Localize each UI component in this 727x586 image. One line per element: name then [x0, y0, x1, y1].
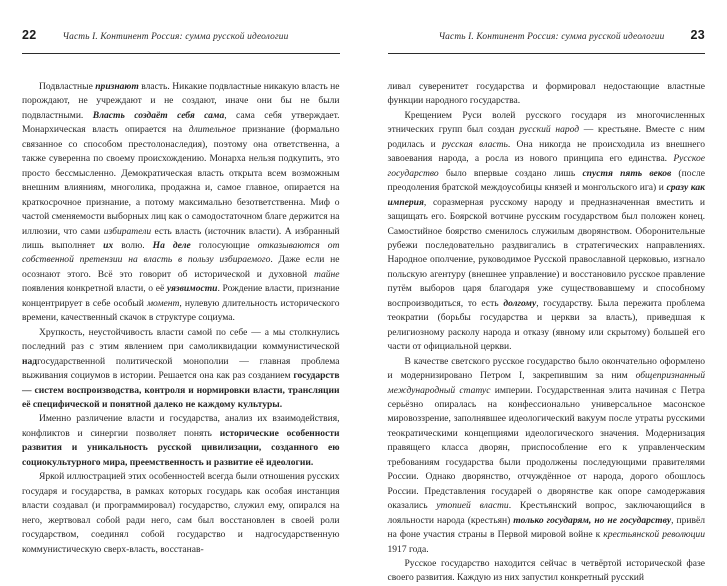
text-run: — крестьяне. Вместе с ним родилась и — [388, 124, 705, 149]
emphasis-bold: исторические особенности развития и уникальность русской цивилизации, созданного ею социокультурного мира, преемственность и развитие её идеологии. — [22, 428, 340, 468]
running-head-title-left: Часть I. Континент Россия: сумма русской идеологии — [63, 32, 289, 42]
emphasis-italic: русский народ — [519, 124, 579, 135]
text-run: власть. Никакие подвластные никакую власть не порождают, не учреждают и не создают, иначе они бы не были подвластными. — [22, 81, 340, 121]
text-run: , привёл на фоне участия страны в Первой мировой войне к — [388, 515, 706, 540]
body-text-left — [22, 80, 340, 557]
emphasis-italic: отказываются от собственной претензии на власть в пользу избираемого — [22, 240, 339, 265]
paragraph — [22, 80, 340, 326]
body-text-right — [388, 80, 706, 586]
emphasis-bold: государств — систем воспроизводства, контроля и нормировки власти, трансляции её специфической и понятной далеко не каждому культуры. — [22, 370, 340, 410]
page-number-right: 23 — [690, 28, 705, 42]
text-run: . Она никогда не происходила из внешнего завоевания народа, а росла из нового принципа его единства. — [388, 139, 706, 164]
emphasis-italic: избиратели — [104, 226, 151, 237]
emphasis-italic: тайне — [314, 269, 340, 280]
paragraph — [388, 80, 706, 109]
paragraph — [388, 355, 706, 557]
text-run: , государству. Была пережита проблема теократии (борьбы государства и церкви за власть), приведшая к религиозному расколу народа и отказу (явному или скрытому) большей его части от официальной церкви. — [388, 298, 706, 352]
text-run: было впервые создано лишь — [439, 168, 583, 179]
text-run: Подвластные — [39, 81, 95, 92]
emphasis-italic: длительное — [189, 124, 236, 135]
text-run: 1917 года. — [388, 544, 429, 555]
paragraph — [388, 557, 706, 586]
paragraph — [22, 326, 340, 413]
text-run: (после преодоления братской междоусобицы князей и монгольского ига) и — [388, 168, 705, 193]
emphasis-bold-italic: спустя пять веков — [582, 168, 671, 179]
text-run: Именно различение власти и государства, анализ их взаимодействия, конфликтов и синергии позволяет понять — [22, 413, 340, 438]
paragraph — [22, 470, 340, 557]
page-right — [364, 0, 727, 540]
text-run: Крещением Руси волей русского государя из многочисленных этнических групп был создан — [388, 110, 706, 135]
emphasis-bold: над — [22, 356, 37, 367]
text-run: Яркой иллюстрацией этих особенностей всегда были отношения русских государя и государства, в рамках которых государь как особая инстанция власти создавал (и программировал) государство, служил ему, опирался на него, жертвовал собой ради него, сам был восстановлен в своей роли государством, соединял собой государство и надгосударственную коммунистическую сверх-власть, восстанав- — [22, 471, 340, 554]
text-run: , соразмерная русскому народу и предназначенная вместить и защищать его. Боярской вотчине русским государством был положен конец. Самостийное боярство сменилось служилым дворянством. Оборонительные рубежи последовательно раздвигались в стратегических направлениях. Народное ополчение, руководимое Русской православной церковью, изгнало польскую агентуру (внешнее управление) и восстановило русское правление путём выборов царя благодаря уже существовавшему и способному воспроизводиться, то есть — [388, 197, 706, 309]
emphasis-bold-italic: Власть создаёт себя сама — [93, 110, 225, 121]
text-run: . Крестьянский вопрос, заключающийся в лояльности народа (крестьян) — [388, 500, 706, 525]
emphasis-italic: момент — [147, 298, 179, 309]
page-left — [0, 0, 364, 540]
text-run: волю. — [113, 240, 153, 251]
text-run: появления конкретной власти, о её — [22, 283, 167, 294]
text-run: , нулевую длительность исторического времени, качественный скачок в структуре социума. — [22, 298, 340, 323]
page-number-left: 22 — [22, 28, 37, 42]
text-run: Хрупкость, неустойчивость власти самой по себе — а мы столкнулись последний раз с этим явлением при самоликвидации коммунистической — [22, 327, 340, 352]
emphasis-bold-italic: признают — [95, 81, 139, 92]
paragraph — [22, 412, 340, 470]
text-run: империи. Государственная элита начиная с Петра серьёзно опиралась на конфессионально универсальное масонское мировоззрение, заполнявшее идеологический вакуум после утраты русскими теократическими концепциями идеологического значения. Модернизация правящего класса дворян, приспособление его к управленческим требованиям государства были продолжены последующими правителями России. Однако дворянство, отчуждённое от народа, дорого обошлось России. Представления государей о дворянстве как опоре самодержавия оказались — [388, 385, 706, 512]
text-run: государственной политической монополии — главная проблема выживания социумов в истории. Решается она как раз созданием — [22, 356, 340, 381]
text-run: признание (формально связанное со способом престолонаследия), поэтому она ответственна, а также суверенна по своему происхождению. Монарха нельзя подкупить, это просто бессмысленно. Демократическая власть открыта всем возможным внешним влияниям, многолика, продажна и, самое главное, опирается на краткосрочное признание, а потому максимально безответственна. Миф о частой сменяемости выборных лиц как о самодостаточном благе держится на иллюзии, что сами — [22, 124, 340, 236]
running-head-right — [388, 28, 706, 54]
text-run: , сама себя утверждает. Монархическая власть опирается на — [22, 110, 340, 135]
emphasis-bold-italic: сразу как империя — [388, 182, 706, 207]
emphasis-bold-italic: На деле — [153, 240, 191, 251]
paragraph — [388, 109, 706, 355]
emphasis-italic: утопией власти — [436, 500, 508, 511]
running-head-title-right: Часть I. Континент Россия: сумма русской идеологии — [439, 32, 665, 42]
emphasis-bold-italic: их — [103, 240, 113, 251]
emphasis-italic: Русское государство — [388, 153, 706, 178]
emphasis-italic: общепризнанный международный статус — [388, 370, 706, 395]
emphasis-bold-italic: долгому — [503, 298, 536, 309]
text-run: ливал суверенитет государства и формировал недостающие властные функции народного государства. — [388, 81, 706, 106]
text-run: В качестве светского русское государство было окончательно оформлено и модернизировано Петром I, закрепившим за ним — [388, 356, 706, 381]
running-head-left — [22, 28, 340, 54]
text-run: Русское государство находится сейчас в четвёртой исторической фазе своего развития. Каждую из них запустил конкретный русский — [388, 558, 706, 583]
emphasis-italic: русская власть — [442, 139, 508, 150]
emphasis-bold-italic: уязвимости — [167, 283, 218, 294]
emphasis-bold-italic: только государям, но не государству — [513, 515, 671, 526]
emphasis-italic: крестьянской революции — [603, 529, 705, 540]
text-run: . Рождение власти, признание концентрирует в себе особый — [22, 283, 340, 308]
text-run: есть власть (источник власти). А избранный лишь выполняет — [22, 226, 340, 251]
text-run: голосующие — [191, 240, 258, 251]
text-run: . Даже если не осознают этого. Всё это говорит об исторической и духовной — [22, 254, 340, 279]
